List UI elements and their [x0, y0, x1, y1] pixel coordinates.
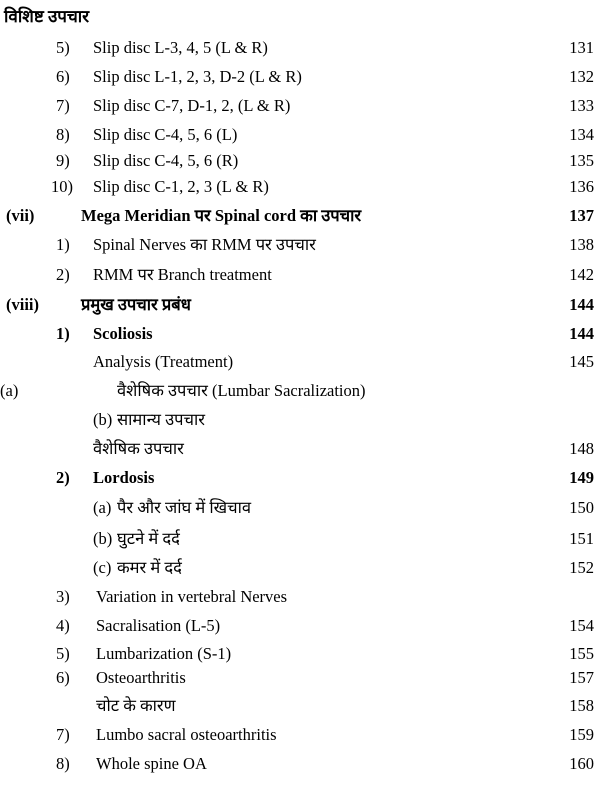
toc-entry-page-number: 145 — [569, 352, 594, 371]
toc-entry-title: Slip disc C-4, 5, 6 (L) — [93, 125, 238, 144]
toc-entry — [0, 752, 600, 776]
toc-entry-page-number: 135 — [569, 151, 594, 170]
toc-entry-title: Variation in vertebral Nerves — [96, 587, 288, 606]
toc-entry — [0, 466, 600, 490]
section-heading: विशिष्ट उपचार — [4, 7, 90, 26]
toc-entry-title: Lumbo sacral osteoarthritis — [96, 725, 277, 744]
toc-entry-page-number: 134 — [569, 125, 594, 144]
toc-entry-number: 9) — [56, 151, 70, 170]
toc-entry-number: 10) — [51, 177, 73, 196]
toc-entry-number: 8) — [56, 125, 70, 144]
toc-entry-title: Scoliosis — [93, 324, 153, 343]
toc-entry-title: Slip disc C-4, 5, 6 (R) — [93, 151, 239, 170]
toc-entry-page-number: 136 — [569, 177, 594, 196]
toc-entry-number: 5) — [56, 644, 70, 663]
toc-entry-title: Sacralisation (L-5) — [96, 616, 221, 635]
toc-entry-page-number: 159 — [569, 725, 594, 744]
toc-entry-number: (b) — [93, 410, 113, 429]
toc-entry-page-number: 137 — [569, 206, 594, 225]
toc-entry-title: Slip disc C-1, 2, 3 (L & R) — [93, 177, 269, 196]
toc-entry — [0, 65, 600, 89]
toc-entry-number: 1) — [56, 324, 70, 343]
toc-entry — [0, 36, 600, 60]
toc-entry — [0, 527, 600, 551]
toc-entry-page-number: 131 — [569, 38, 594, 57]
toc-entry-number: 7) — [56, 96, 70, 115]
toc-entry-page-number: 148 — [569, 439, 594, 458]
toc-entry-page-number: 144 — [569, 324, 594, 343]
toc-entry-number: 4) — [56, 616, 70, 635]
toc-entry-page-number: 160 — [569, 754, 594, 773]
toc-entry — [0, 437, 600, 461]
toc-entry-number: 6) — [56, 668, 70, 687]
toc-entry-page-number: 138 — [569, 235, 594, 254]
toc-entry — [0, 408, 600, 432]
toc-entry-title: Spinal Nerves का RMM पर उपचार — [93, 235, 316, 254]
toc-entry-number: 7) — [56, 725, 70, 744]
toc-entry-page-number: 144 — [569, 295, 594, 314]
toc-entry-title: वैशेषिक उपचार — [93, 439, 184, 458]
toc-entry-title: Slip disc L-1, 2, 3, D-2 (L & R) — [93, 67, 302, 86]
toc-entry-title: घुटने में दर्द — [117, 529, 180, 548]
toc-entry-title: Slip disc C-7, D-1, 2, (L & R) — [93, 96, 291, 115]
toc-entry-number: 2) — [56, 468, 70, 487]
toc-entry-page-number: 133 — [569, 96, 594, 115]
toc-entry-title: चोट के कारण — [96, 696, 176, 715]
toc-entry-title: Mega Meridian पर Spinal cord का उपचार — [81, 206, 362, 225]
toc-entry-number: 6) — [56, 67, 70, 86]
toc-entry-page-number: 158 — [569, 696, 594, 715]
toc-entry-title: कमर में दर्द — [117, 558, 182, 577]
toc-entry — [0, 94, 600, 118]
toc-entry-number: 3) — [56, 587, 70, 606]
toc-entry — [0, 350, 600, 374]
toc-entry-page-number: 132 — [569, 67, 594, 86]
toc-entry — [0, 642, 600, 666]
toc-entry — [0, 263, 600, 287]
toc-entry-page-number: 150 — [569, 498, 594, 517]
toc-entry — [0, 204, 600, 228]
toc-entry — [0, 322, 600, 346]
toc-entry-title: Slip disc L-3, 4, 5 (L & R) — [93, 38, 268, 57]
toc-entry-title: सामान्य उपचार — [117, 410, 206, 429]
toc-entry-page-number: 155 — [569, 644, 594, 663]
toc-entry — [0, 123, 600, 147]
toc-entry-title: Analysis (Treatment) — [93, 352, 234, 371]
toc-entry — [0, 694, 600, 718]
toc-entry-page-number: 142 — [569, 265, 594, 284]
toc-entry-number: (vii) — [6, 206, 35, 225]
toc-entry-page-number: 149 — [569, 468, 594, 487]
toc-entry — [0, 585, 600, 609]
toc-entry-number: 2) — [56, 265, 70, 284]
toc-entry — [0, 379, 600, 403]
toc-entry — [0, 666, 600, 690]
toc-entry-title: RMM पर Branch treatment — [93, 265, 272, 284]
toc-entry-number: 5) — [56, 38, 70, 57]
toc-entry-title: Lordosis — [93, 468, 155, 487]
toc-entry-number: (b) — [93, 529, 113, 548]
toc-entry-page-number: 151 — [569, 529, 594, 548]
toc-entry — [0, 496, 600, 520]
toc-entry-number: 1) — [56, 235, 70, 254]
toc-entry-title: पैर और जांघ में खिचाव — [117, 498, 252, 517]
toc-entry-number: (a) — [0, 381, 19, 400]
toc-entry-title: Lumbarization (S-1) — [96, 644, 232, 663]
toc-entry-title: Osteoarthritis — [96, 668, 186, 687]
toc-entry — [0, 175, 600, 199]
toc-entry-page-number: 157 — [569, 668, 594, 687]
toc-entry — [0, 233, 600, 257]
toc-entry-number: 8) — [56, 754, 70, 773]
toc-entry-number: (c) — [93, 558, 112, 577]
toc-entry — [0, 614, 600, 638]
toc-entry-title: प्रमुख उपचार प्रबंध — [81, 295, 191, 314]
toc-entry — [0, 293, 600, 317]
toc-entry — [0, 723, 600, 747]
toc-entry — [0, 556, 600, 580]
toc-entry-page-number: 154 — [569, 616, 594, 635]
toc-entry-page-number: 152 — [569, 558, 594, 577]
toc-entry-number: (a) — [93, 498, 112, 517]
toc-entry — [0, 149, 600, 173]
toc-entry-title: Whole spine OA — [96, 754, 207, 773]
toc-entry-number: (viii) — [6, 295, 39, 314]
toc-entry-title: वैशेषिक उपचार (Lumbar Sacralization) — [117, 381, 366, 400]
